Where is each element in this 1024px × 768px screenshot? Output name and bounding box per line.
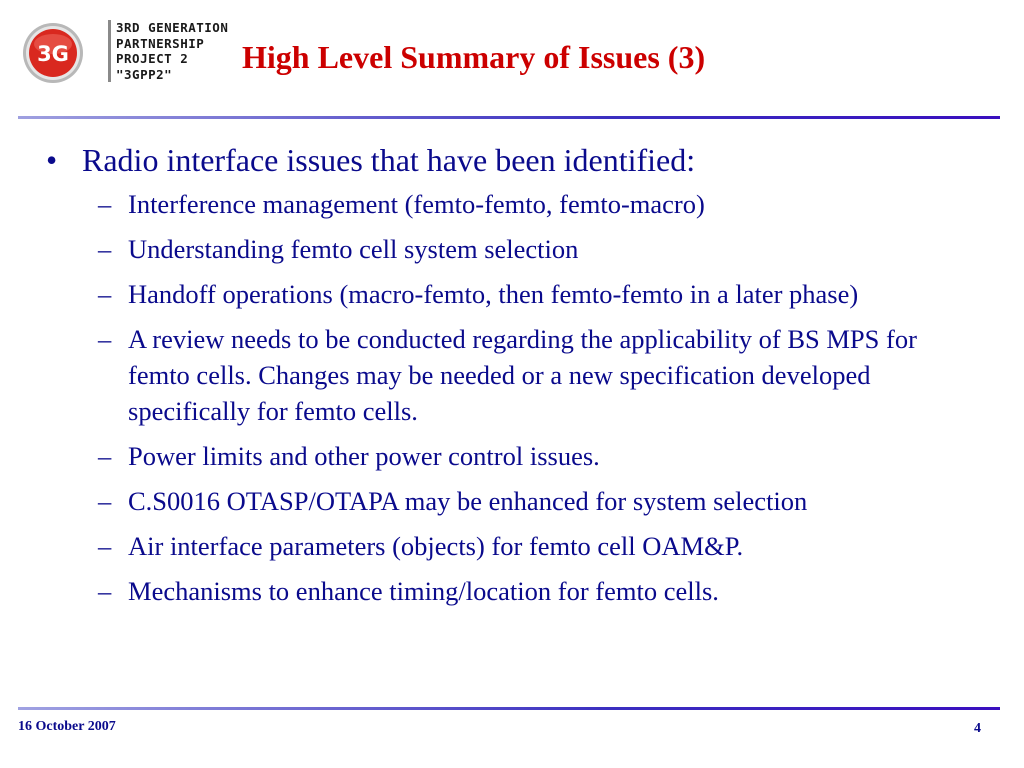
bullet-mark: • [46,142,58,178]
logo-line-3: PROJECT 2 [116,51,189,66]
sub-bullet-6 [98,483,984,519]
slide-body [44,140,984,618]
sub-bullet-1 [98,186,984,222]
main-bullet-text: Radio interface issues that have been identified: [82,142,696,178]
dash-mark: – [98,486,112,516]
sub-bullet-text: Mechanisms to enhance timing/location for femto cells. [128,576,719,606]
main-bullet [44,140,984,180]
dash-mark: – [98,324,112,354]
logo-line-1: 3RD GENERATION [116,20,229,35]
3g-badge-icon [22,22,84,84]
sub-bullet-text: Handoff operations (macro-femto, then femto-femto in a later phase) [128,279,859,309]
sub-bullet-text: Air interface parameters (objects) for femto cell OAM&P. [128,531,744,561]
3gpp2-logo [22,16,234,86]
sub-bullet-text: Understanding femto cell system selection [128,234,579,264]
dash-mark: – [98,576,112,606]
logo-separator [108,20,111,82]
logo-line-2: PARTNERSHIP [116,35,205,51]
page-number: 4 [974,721,981,736]
sub-bullet-text: Power limits and other power control issues. [128,441,600,471]
sub-bullet-list [98,186,984,609]
sub-bullet-7 [98,528,984,564]
dash-mark: – [98,189,112,219]
header-divider [18,116,1000,119]
sub-bullet-text: C.S0016 OTASP/OTAPA may be enhanced for system selection [128,486,808,516]
dash-mark: – [98,441,112,471]
sub-bullet-text: Interference management (femto-femto, femto-macro) [128,189,705,219]
logo-line-4: "3GPP2" [116,66,173,82]
footer-date: 16 October 2007 [18,719,116,734]
sub-bullet-5 [98,438,984,474]
sub-bullet-3 [98,276,984,312]
sub-bullet-text: A review needs to be conducted regarding the applicability of BS MPS for femto cells. Changes may be needed or a new specification developed specifically for femto cells. [128,324,917,426]
dash-mark: – [98,279,112,309]
footer-divider [18,707,1000,710]
sub-bullet-8 [98,573,984,609]
sub-bullet-4 [98,321,984,429]
logo-wordmark [116,20,228,82]
sub-bullet-2 [98,231,984,267]
dash-mark: – [98,531,112,561]
dash-mark: – [98,234,112,264]
badge-text: 3G [37,42,69,66]
slide-title: High Level Summary of Issues (3) [242,39,706,75]
